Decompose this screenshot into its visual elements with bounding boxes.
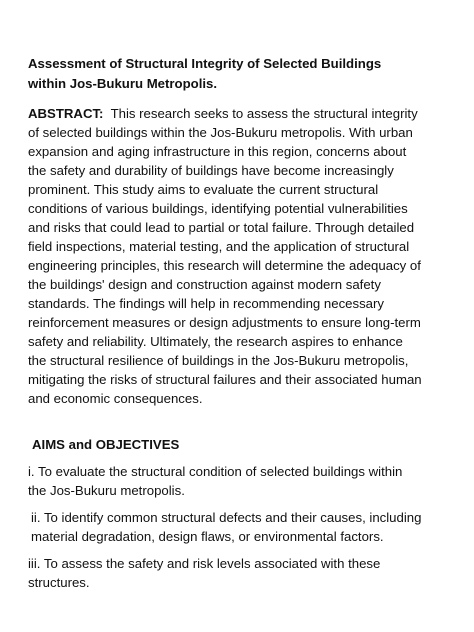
objective-item: ii. To identify common structural defects and their causes, including material degradation, design flaws, or environmental factors. bbox=[31, 510, 422, 544]
document-page bbox=[28, 54, 422, 600]
abstract-text: This research seeks to assess the structural integrity of selected buildings within the Jos-Bukuru metropolis. With urban expansion and aging infrastructure in this region, concerns about the safety and durability of buildings have become increasingly prominent. This study aims to evaluate the current structural conditions of various buildings, identifying potential vulnerabilities and risks that could lead to partial or total failure. Through detailed field inspections, material testing, and the application of structural engineering principles, this research will determine the adequacy of the buildings' design and construction against modern safety standards. The findings will help in recommending necessary reinforcement measures or design adjustments to ensure long-term safety and reliability. Ultimately, the research aspires to enhance the structural resilience of buildings in the Jos-Bukuru metropolis, mitigating the risks of structural failures and their associated human and economic consequences. bbox=[28, 106, 422, 406]
abstract-paragraph bbox=[28, 104, 422, 408]
abstract-label: ABSTRACT: bbox=[28, 106, 104, 121]
objective-item: i. To evaluate the structural condition of selected buildings within the Jos-Bukuru metropolis. bbox=[28, 464, 403, 498]
aims-heading: AIMS and OBJECTIVES bbox=[32, 437, 180, 452]
objective-item: iii. To assess the safety and risk levels associated with these structures. bbox=[28, 556, 381, 590]
document-title: Assessment of Structural Integrity of Selected Buildings within Jos-Bukuru Metropolis. bbox=[28, 56, 382, 91]
